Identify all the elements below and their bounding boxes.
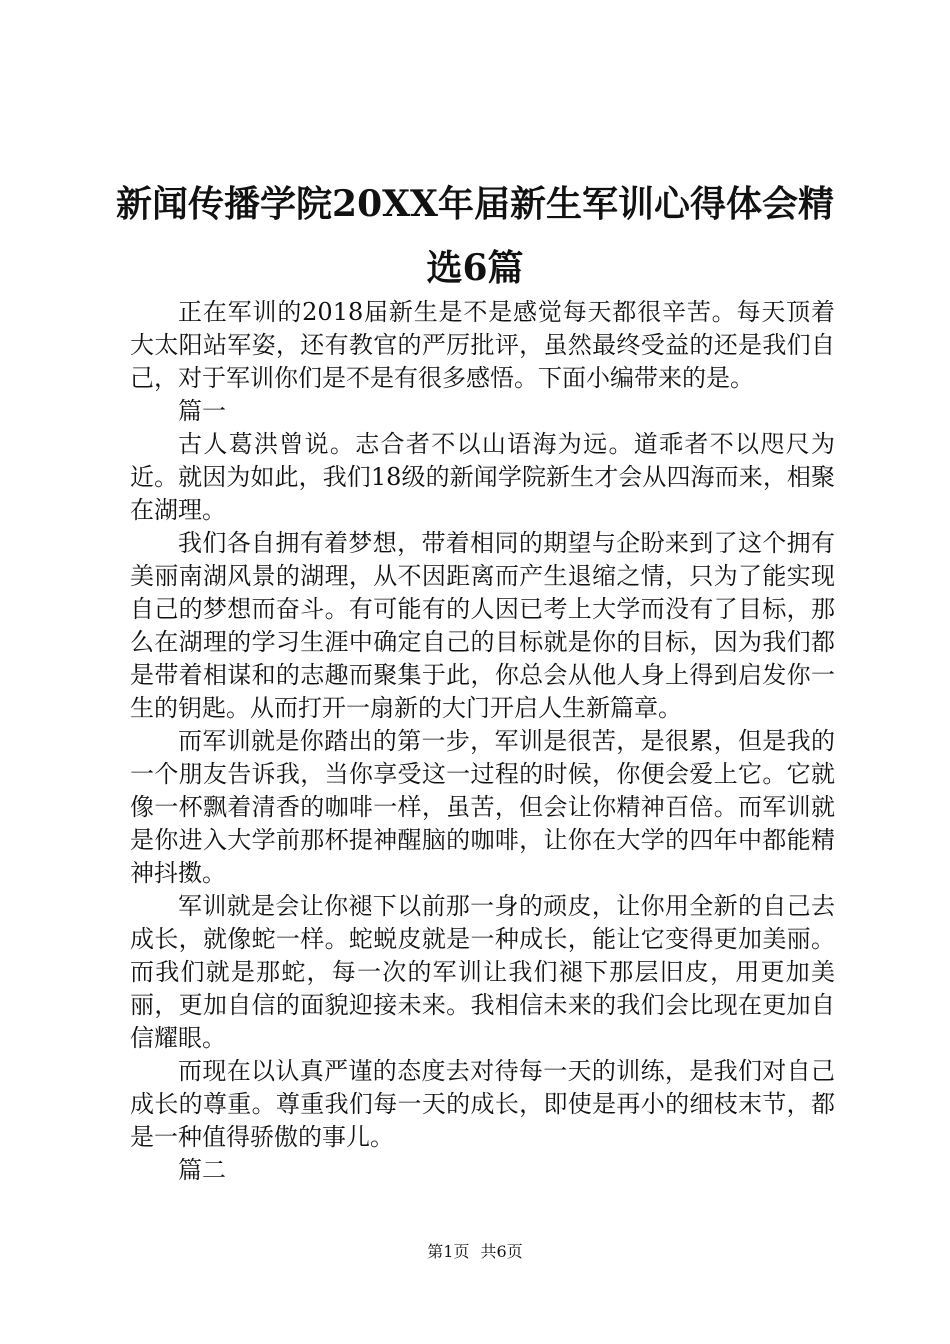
page-total: 共6页 — [480, 1242, 523, 1261]
paragraph: 而现在以认真严谨的态度去对待每一天的训练，是我们对自己成长的尊重。尊重我们每一天的成长，即使是再小的细枝末节，都是一种值得骄傲的事儿。 — [130, 1057, 835, 1151]
page-footer — [0, 1240, 950, 1264]
paragraph: 我们各自拥有着梦想，带着相同的期望与企盼来到了这个拥有美丽南湖风景的湖理，从不因距离而产生退缩之情，只为了能实现自己的梦想而奋斗。有可能有的人因已考上大学而没有了目标，那么在湖理的学习生涯中确定自己的目标就是你的目标，因为我们都是带着相谋和的志趣而聚集于此，你总会从他人身上得到启发你一生的钥匙。从而打开一扇新的大门开启人生新篇章。 — [130, 529, 835, 722]
document-body — [130, 296, 835, 1187]
paragraph-intro: 正在军训的2018届新生是不是感觉每天都很辛苦。每天顶着大太阳站军姿，还有教官的严厉批评，虽然最终受益的还是我们自己，对于军训你们是不是有很多感悟。下面小编带来的是。 — [130, 298, 835, 392]
paragraph: 古人葛洪曾说。志合者不以山语海为远。道乖者不以咫尺为近。就因为如此，我们18级的新闻学院新生才会从四海而来，相聚在湖理。 — [130, 430, 835, 524]
section-heading-2: 篇二 — [178, 1156, 226, 1184]
section-heading-1: 篇一 — [178, 397, 226, 425]
page-number: 第1页 — [427, 1242, 470, 1261]
title-line-2: 选6篇 — [426, 247, 524, 289]
paragraph: 军训就是会让你褪下以前那一身的顽皮，让你用全新的自己去成长，就像蛇一样。蛇蜕皮就是一种成长，能让它变得更加美丽。而我们就是那蛇，每一次的军训让我们褪下那层旧皮，用更加美丽，更加自信的面貌迎接未来。我相信未来的我们会比现在更加自信耀眼。 — [130, 892, 835, 1052]
document-title — [100, 172, 850, 300]
paragraph: 而军训就是你踏出的第一步，军训是很苦，是很累，但是我的一个朋友告诉我，当你享受这一过程的时候，你便会爱上它。它就像一杯飘着清香的咖啡一样，虽苦，但会让你精神百倍。而军训就是你进入大学前那杯提神醒脑的咖啡，让你在大学的四年中都能精神抖擞。 — [130, 727, 835, 887]
title-line-1: 新闻传播学院20XX年届新生军训心得体会精 — [116, 183, 834, 225]
